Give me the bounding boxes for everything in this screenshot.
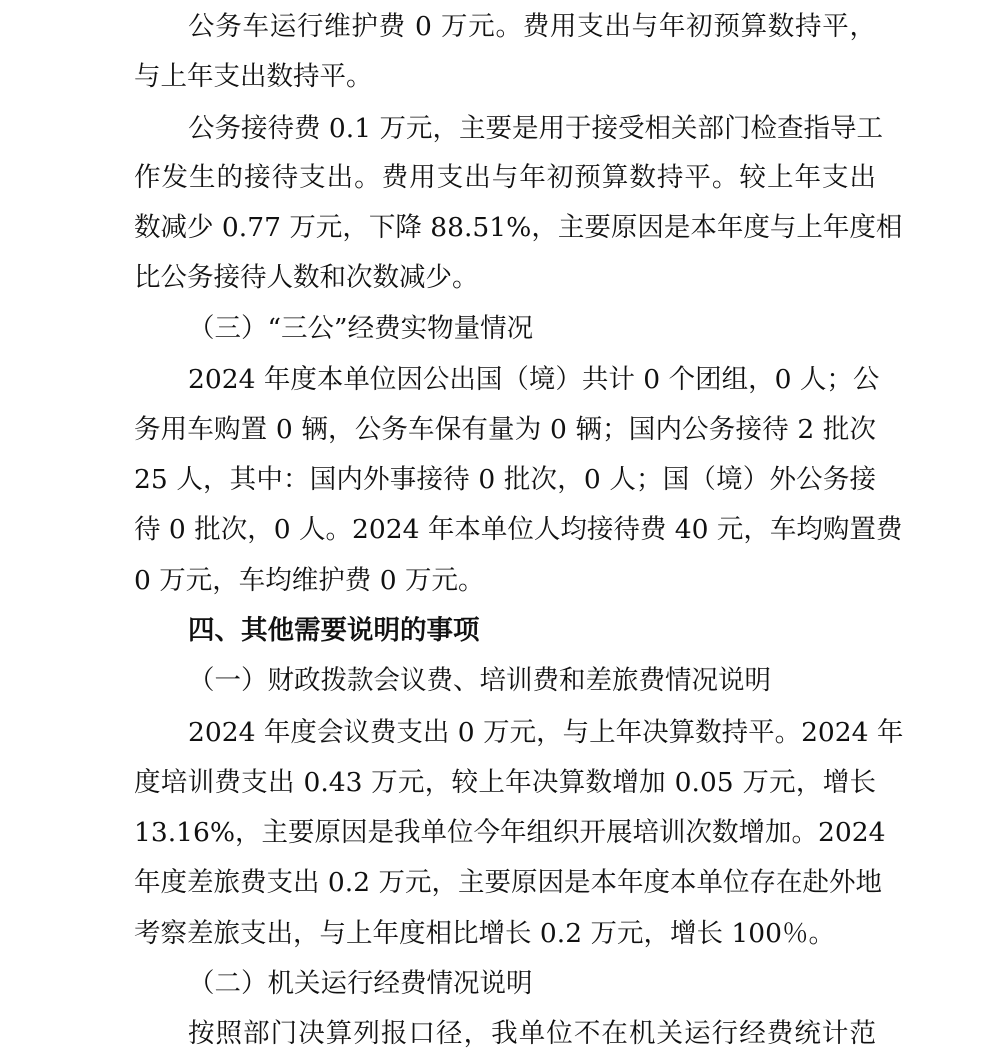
body-line: 作发生的接待支出。费用支出与年初预算数持平。较上年支出 — [134, 162, 876, 193]
body-line: 与上年支出数持平。 — [134, 61, 373, 92]
body-line: 公务车运行维护费 0 万元。费用支出与年初预算数持平， — [188, 11, 876, 42]
section-subheading: （一）财政拨款会议费、培训费和差旅费情况说明 — [188, 665, 771, 696]
section-heading: 四、其他需要说明的事项 — [188, 615, 480, 646]
body-line: 待 0 批次，0 人。2024 年本单位人均接待费 40 元，车均购置费 — [134, 514, 903, 545]
body-line: 数减少 0.77 万元，下降 88.51%，主要原因是本年度与上年度相 — [134, 212, 903, 243]
body-line: 25 人，其中：国内外事接待 0 批次，0 人；国（境）外公务接 — [134, 464, 876, 495]
body-line: 考察差旅支出，与上年度相比增长 0.2 万元，增长 100％。 — [134, 918, 835, 949]
body-line: 年度差旅费支出 0.2 万元，主要原因是本年度本单位存在赴外地 — [134, 867, 882, 898]
section-subheading: （三）“三公”经费实物量情况 — [188, 313, 534, 344]
body-line: 度培训费支出 0.43 万元，较上年决算数增加 0.05 万元，增长 — [134, 767, 876, 798]
body-line: 2024 年度本单位因公出国（境）共计 0 个团组，0 人；公 — [188, 364, 880, 395]
body-line: 0 万元，车均维护费 0 万元。 — [134, 565, 485, 596]
body-line: 比公务接待人数和次数减少。 — [134, 262, 479, 293]
body-line: 2024 年度会议费支出 0 万元，与上年决算数持平。2024 年 — [188, 717, 904, 748]
section-subheading: （二）机关运行经费情况说明 — [188, 968, 533, 999]
body-line: 13.16%，主要原因是我单位今年组织开展培训次数增加。2024 — [134, 817, 886, 848]
body-line: 公务接待费 0.1 万元，主要是用于接受相关部门检查指导工 — [188, 113, 883, 144]
body-line: 务用车购置 0 辆，公务车保有量为 0 辆；国内公务接待 2 批次 — [134, 414, 876, 445]
body-line: 按照部门决算列报口径，我单位不在机关运行经费统计范 — [188, 1018, 876, 1049]
